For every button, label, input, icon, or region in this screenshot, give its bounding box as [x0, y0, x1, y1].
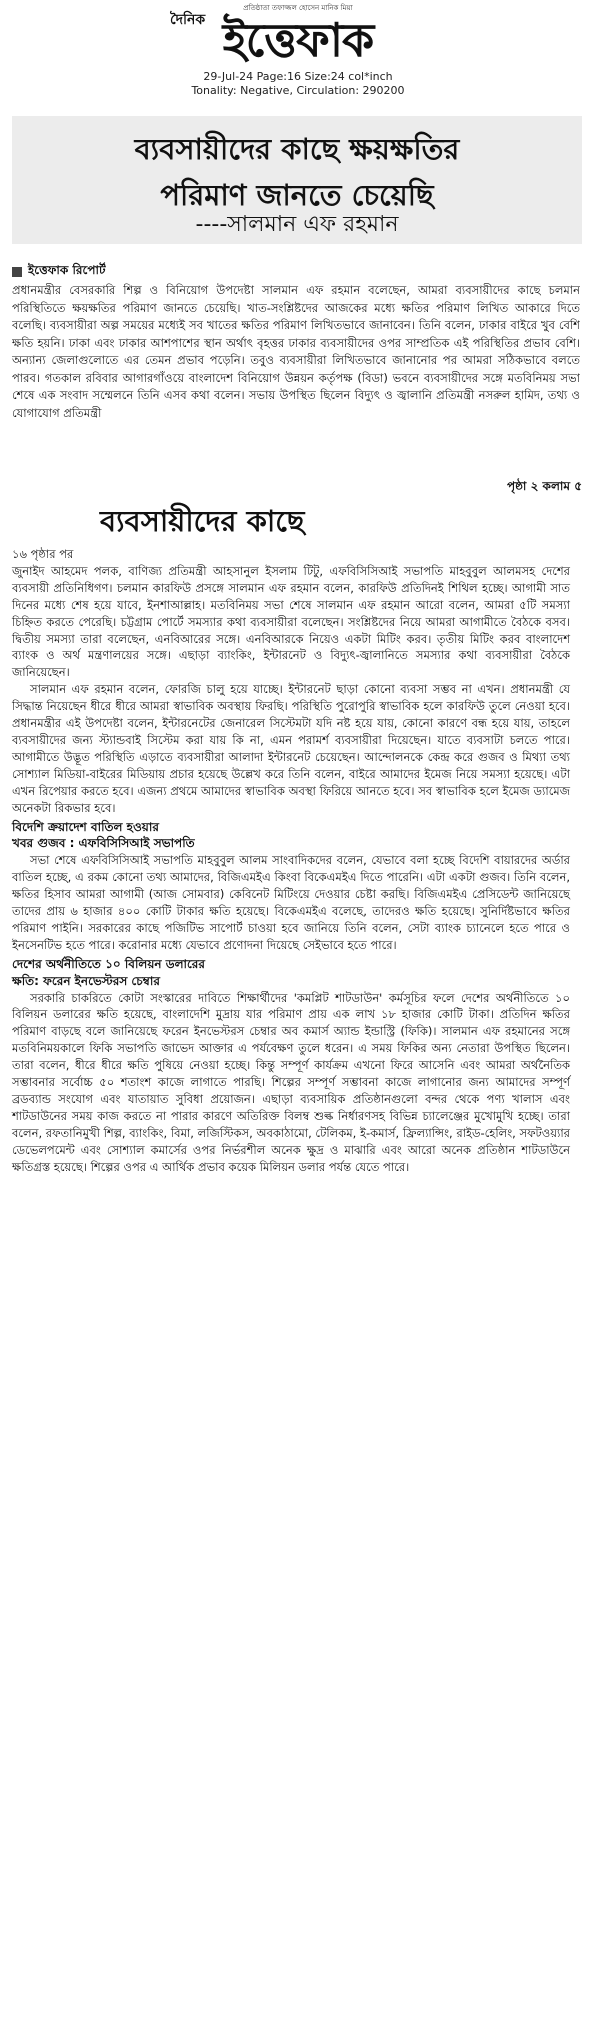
- continued-from: ১৬ পৃষ্ঠার পর: [12, 547, 74, 561]
- headline-line1: ব্যবসায়ীদের কাছে ক্ষয়ক্ষতির: [134, 132, 460, 166]
- subheading-2: [12, 956, 570, 990]
- square-bullet-icon: [12, 267, 22, 277]
- body-paragraph-3: সভা শেষে এফবিসিসিআই সভাপতি মাহবুবুল আলম সাংবাদিকদের বলেন, যেভাবে বলা হচ্ছে বিদেশি বায়ারদের অর্ডার বাতিল হচ্ছে, এ রকম কোনো তথ্য আমাদের, বিজিএমইএ কিংবা বিকেএমইএ দিতে পারেনি। এটা একটা গুজব। তিনি বলেন, ক্ষতির হিসাব আমরা আগামী (আজ সোমবার) কেবিনেট মিটিংয়ে দেওয়ার চেষ্টা করছি। বিজিএমইএ প্রেসিডেন্ট জানিয়েছে তাদের প্রায় ৬ হাজার ৪০০ কোটি টাকার ক্ষতি হয়েছে। বিকেএমইএ বলেছে, তাদেরও ক্ষতি হয়েছে। সুনির্দিষ্টভাবে ক্ষতির পরিমাণ পাইনি। সরকারের কাছে পজিটিভ সাপোর্ট চাওয়া হবে জানিয়ে তিনি বলেন, সেটা ব্যাংক চ্যানেলে হতে পারে ও ইনসেনটিভ হতে পারে। করোনার মধ্যে যেভাবে প্রণোদনা দিয়েছে সেইভাবে হতে পারে।: [12, 853, 570, 952]
- lede-paragraph: প্রধানমন্ত্রীর বেসরকারি শিল্প ও বিনিয়োগ উপদেষ্টা সালমান এফ রহমান বলেছেন, আমরা ব্যবসায়ীদের কাছে চলমান পরিস্থিতিতে ক্ষয়ক্ষতির পরিমাণ জানতে চেয়েছি। খাত-সংশ্লিষ্টদের আজকের মধ্যে ক্ষতির পরিমাণ লিখিত আকারে দিতে বলেছি। ব্যবসায়ীরা অল্প সময়ের মধ্যেই সব খাতের ক্ষতির পরিমাণ লিখিতভাবে জানাবেন। তিনি বলেন, ঢাকার বাইরে খুব বেশি ক্ষতি হয়নি। ঢাকা এবং ঢাকার আশপাশের স্থান অর্থাৎ বৃহত্তর ঢাকার ব্যবসায়ীদের ওপর সাম্প্রতিক এই পরিস্থিতির প্রভাব বেশি। অন্যান্য জেলাগুলোতে এর তেমন প্রভাব পড়েনি। তবুও ব্যবসায়ীরা লিখিতভাবে জানানোর পর আমরা সঠিকভাবে বলতে পারব। গতকাল রবিবার আগারগাঁওয়ে বাংলাদেশ বিনিয়োগ উন্নয়ন কর্তৃপক্ষ (বিডা) ভবনে ব্যবসায়ীদের সঙ্গে মতবিনিময় সভা শেষে এক সংবাদ সম্মেলনে তিনি এসব কথা বলেন। সভায় উপস্থিত ছিলেন বিদ্যুৎ ও জ্বালানি প্রতিমন্ত্রী নসরুল হামিদ, তথ্য ও যোগাযোগ প্রতিমন্ত্রী: [12, 283, 580, 420]
- body-paragraph-1: জুনাইদ আহমেদ পলক, বাণিজ্য প্রতিমন্ত্রী আহসানুল ইসলাম টিটু, এফবিসিসিআই সভাপতি মাহবুবুল আলমসহ দেশের ব্যবসায়ী প্রতিনিধিগণ। চলমান কারফিউ প্রসঙ্গে সালমান এফ রহমান বলেন, কারফিউ প্রতিদিনই শিথিল হচ্ছে। আগামী সাত দিনের মধ্যে শেষ হয়ে যাবে, ইনশাআল্লাহ। মতবিনিময় সভা শেষে সালমান এফ রহমান আরো বলেন, আমরা ৫টি সমস্যা চিহ্নিত করতে পেরেছি। চট্টগ্রাম পোর্টে সমস্যার কথা ব্যবসায়ীরা বলেছেন। সংশ্লিষ্টদের নিয়ে আমরা আগামীতে বৈঠকে বসব। দ্বিতীয় সমস্যা তারা বলেছেন, এনবিআরের সঙ্গে। এনবিআরকে নিয়েও একটা মিটিং করব। তৃতীয় মিটিং করব বাংলাদেশ ব্যাংক ও অর্থ মন্ত্রণালয়ের সঙ্গে। এছাড়া ব্যাংকিং, ইন্টারনেট ও বিদ্যুৎ-জ্বালানিতে সমস্যার কথা ব্যবসায়ীরা বৈঠকে জানিয়েছেন।: [12, 563, 570, 680]
- clipping-meta-line2: Tonality: Negative, Circulation: 290200: [191, 84, 405, 97]
- subheading-1-line2: খবর গুজব : এফবিসিসিআই সভাপতি: [12, 836, 195, 851]
- masthead: [0, 0, 596, 112]
- subheading-1: [12, 819, 570, 853]
- headline: [12, 126, 582, 218]
- subheading-1-line1: বিদেশি ক্রয়াদেশ বাতিল হওয়ার: [12, 819, 159, 834]
- report-label: [12, 262, 106, 282]
- continuation-body: [12, 546, 570, 1176]
- headline-line2: পরিমাণ জানতে চেয়েছি: [160, 178, 434, 212]
- continuation-title: ব্যবসায়ীদের কাছে: [100, 504, 305, 538]
- masthead-pretitle: দৈনিক: [170, 12, 206, 28]
- byline: ----সালমান এফ রহমান: [195, 212, 399, 237]
- jump-reference: পৃষ্ঠা ২ কলাম ৫: [506, 479, 582, 493]
- newspaper-logo: ইত্তেফাক: [222, 13, 374, 67]
- clipping-meta: [0, 70, 596, 98]
- subheading-2-line1: দেশের অর্থনীতিতে ১০ বিলিয়ন ডলারের: [12, 956, 206, 971]
- subheading-2-line2: ক্ষতি: ফরেন ইনভেস্টরস চেম্বার: [12, 973, 160, 988]
- masthead-tagline: প্রতিষ্ঠাতা তফাজ্জল হোসেন মানিক মিয়া: [243, 4, 353, 12]
- body-paragraph-4: সরকারি চাকরিতে কোটা সংস্কারের দাবিতে শিক্ষার্থীদের 'কমপ্লিট শাটডাউন' কর্মসূচির ফলে দেশের অর্থনীতিতে ১০ বিলিয়ন ডলারের ক্ষতি হয়েছে, বাংলাদেশি মুদ্রায় যার পরিমাণ প্রায় এক লাখ ১৮ হাজার কোটি টাকা। প্রতিদিন ক্ষতির পরিমাণ বাড়ছে বলে জানিয়েছে ফরেন ইনভেস্টরস চেম্বার অব কমার্স অ্যান্ড ইন্ডাস্ট্রি (ফিকি)। সালমান এফ রহমানের সঙ্গে মতবিনিময়কালে ফিকি সভাপতি জাভেদ আক্তার এ পর্যবেক্ষণ তুলে ধরেন। এ সময় ফিকির অন্য নেতারা উপস্থিত ছিলেন। তারা বলেন, ধীরে ধীরে ক্ষতি পুষিয়ে নেওয়া হচ্ছে। কিন্তু সম্পূর্ণ কার্যক্রম এখনো ফিরে আসেনি এবং আমরা অর্থনৈতিক সম্ভাবনার সর্বোচ্চ ৫০ শতাংশ কাজে লাগাতে পারছি। শিল্পের সম্পূর্ণ সম্ভাবনা কাজে লাগানোর জন্য আমাদের সম্পূর্ণ ব্রডব্যান্ড সংযোগ এবং যাতায়াত সুবিধা প্রয়োজন। এছাড়া ব্যবসায়িক প্রতিষ্ঠানগুলো বন্দর থেকে পণ্য খালাস এবং শাটডাউনের সময় কাজ করতে না পারার কারণে অতিরিক্ত বিলম্ব শুল্ক নির্ধারণসহ বিভিন্ন চ্যালেঞ্জের মুখোমুখি হচ্ছে। তারা বলেন, রফতানিমুখী শিল্প, ব্যাংকিং, বিমা, লজিস্টিকস, অবকাঠামো, টেলিকম, ই-কমার্স, ফ্রিল্যান্সিং, রাইড-হেলিং, সফটওয়্যার ডেভেলপমেন্ট এবং সোশ্যাল কমার্সের ওপর নির্ভরশীল অনেক ক্ষুদ্র ও মাঝারি এবং আরো অনেক প্রতিষ্ঠান শাটডাউনে ক্ষতিগ্রস্ত হয়েছে। শিল্পের ওপর এ আর্থিক প্রভাব কয়েক মিলিয়ন ডলার পর্যন্ত যেতে পারে।: [12, 990, 570, 1174]
- clipping-meta-line1: 29-Jul-24 Page:16 Size:24 col*inch: [203, 70, 393, 83]
- headline-box: [12, 116, 582, 244]
- report-label-text: ইত্তেফাক রিপোর্ট: [28, 263, 106, 277]
- body-paragraph-2: সালমান এফ রহমান বলেন, ফোরজি চালু হয়ে যাচ্ছে। ইন্টারনেট ছাড়া কোনো ব্যবসা সম্ভব না এখন। প্রধানমন্ত্রী যে সিদ্ধান্ত নিয়েছেন ধীরে ধীরে আমরা স্বাভাবিক অবস্থায় ফিরছি। পরিস্থিতি পুরোপুরি স্বাভাবিক হলে কারফিউ তুলে নেওয়া হবে। প্রধানমন্ত্রীর এই উপদেষ্টা বলেন, ইন্টারনেটের জেনারেল সিস্টেমটা যদি নষ্ট হয়ে যায়, কোনো কারণে বন্ধ হয়ে যায়, তাহলে ব্যবসায়ীদের জন্য স্ট্যান্ডবাই সিস্টেম করা যায় কি না, এমন পরামর্শ ব্যবসায়ীরা দিয়েছেন। যাতে ব্যবসাটা চলতে পারে। আগামীতে উদ্ভূত পরিস্থিতি এড়াতে ব্যবসায়ীরা আলাদা ইন্টারনেট চেয়েছেন। আন্দোলনকে কেন্দ্র করে গুজব ও মিথ্যা তথ্য সোশ্যাল মিডিয়া-বাইরের মিডিয়ায় প্রচার হয়েছে উল্লেখ করে তিনি বলেন, বাইরে আমাদের ইমেজ নিয়ে সমস্যা হয়েছে। এটা এখন রিপেয়ার করতে হবে। এজন্য প্রথমে আমাদের স্বাভাবিক অবস্থা ফিরিয়ে আনতে হবে। সব স্বাভাবিক হলে ইমেজ ড্যামেজ অনেকটা রিকভার হবে।: [12, 682, 570, 815]
